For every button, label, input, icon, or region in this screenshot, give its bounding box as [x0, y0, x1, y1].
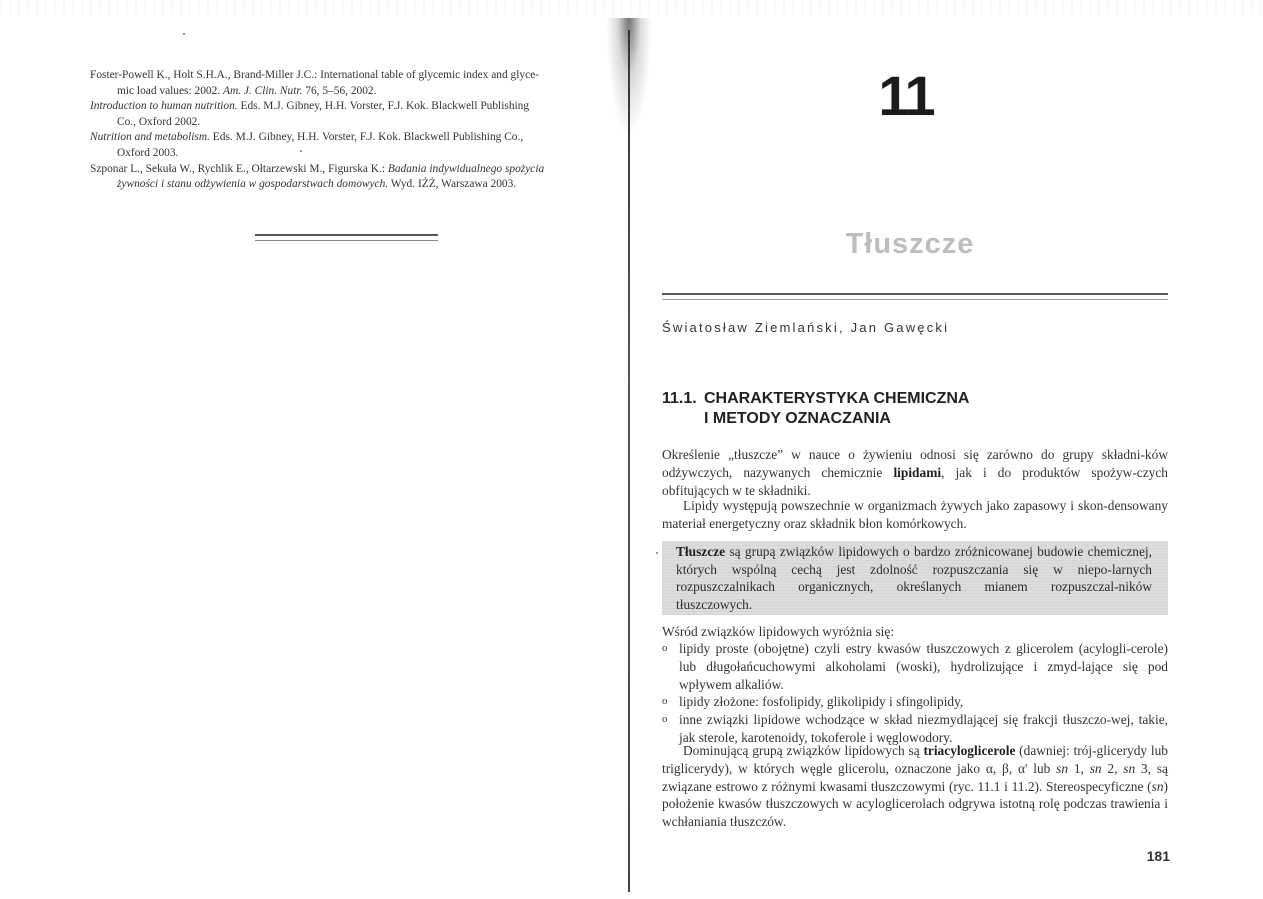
section-title-line1: CHARAKTERYSTYKA CHEMICZNA — [704, 390, 970, 407]
bullet-icon: o — [662, 695, 668, 708]
reference-item: Introduction to human nutrition. Eds. M.J. Gibney, H.H. Vorster, F.J. Kok. Blackwell Publishing Co., Oxford 2002. — [90, 100, 530, 128]
list-item: o lipidy złożone: fosfolipidy, glikolipidy i sfingolipidy, — [662, 694, 964, 710]
lipid-types-list — [662, 640, 1168, 747]
scan-speck — [183, 33, 185, 35]
list-item: o inne związki lipidowe wchodzące w skład niezmydlającej się frakcji tłuszczo-wej, takie, jak sterole, karotenoidy, tokoferole i węglowodory. — [662, 712, 1168, 745]
bullet-icon: o — [662, 642, 668, 654]
paragraph-1: Określenie „tłuszcze” w nauce o żywieniu odnosi się zarówno do grupy składni-ków odżywczych, nazywanych chemicznie lipidami, jak i do produktów spożyw-czych obfitujących w te składniki. — [662, 447, 1169, 498]
paragraph-4: Dominującą grupą związków lipidowych są triacyloglicerole (dawniej: trój-glicerydy lub triglicerydy), w których węgle glicerolu, oznaczone jako α, β, α' lub sn 1, sn 2, sn 3, są związane estrowo z różnymi kwasami tłuszczowymi (ryc. 11.1 i 11.2). Stereospecyficzne (sn) położenie kwasów tłuszczowych w acyloglicerolach odgrywa istotną rolę podczas trawienia i wchłaniania tłuszczów. — [662, 743, 1168, 830]
section-number: 11.1. — [662, 390, 697, 407]
chapter-number: 11 — [878, 64, 934, 127]
bullet-icon: o — [662, 713, 668, 726]
reference-list — [90, 68, 605, 193]
page-number: 181 — [1146, 848, 1170, 864]
reference-item: Szponar L., Sekuła W., Rychlik E., Ołtarzewski M., Figurska K.: Badania indywidualnego spożycia żywności i stanu odżywienia w gospodarstwach domowych. Wyd. IŻŻ, Warszawa 2003. — [90, 162, 545, 191]
paragraph-3: Wśród związków lipidowych wyróżnia się: — [662, 624, 895, 639]
chapter-authors: Światosław Ziemlański, Jan Gawęcki — [662, 320, 950, 335]
section-heading — [662, 389, 1102, 429]
definition-text: Tłuszcze są grupą związków lipidowych o bardzo zróżnicowanej budowie chemicznej, których wspólną cechą jest zdolność rozpuszczania się w niepo-larnych rozpuszczalnikach organicznych, określanych mianem rozpuszczal-ników tłuszczowych. — [676, 544, 1152, 612]
section-title-line2: I METODY OZNACZANIA — [704, 410, 891, 427]
section-divider — [255, 234, 438, 241]
chapter-title: Tłuszcze — [845, 228, 975, 260]
scan-speck — [656, 552, 658, 554]
reference-item: Nutrition and metabolism. Eds. M.J. Gibney, H.H. Vorster, F.J. Kok. Blackwell Publishing Co., Oxford 2003. — [90, 131, 524, 159]
paragraph-2: Lipidy występują powszechnie w organizmach żywych jako zapasowy i skon-densowany materiał energetyczny oraz składnik błon komórkowych. — [662, 498, 1168, 531]
chapter-divider — [662, 293, 1168, 300]
scan-noise — [0, 0, 1263, 14]
scan-speck — [300, 150, 302, 152]
reference-item: Foster-Powell K., Holt S.H.A., Brand-Miller J.C.: International table of glycemic index and glyce- mic load values: 2002. Am. J. Clin. Nutr. 76, 5–56, 2002. — [90, 69, 539, 97]
list-item: o lipidy proste (obojętne) czyli estry kwasów tłuszczowych z glicerolem (acylogli-cerole) lub długołańcuchowymi alkoholami (woski), hydrolizujące i zmyd-lające się pod wpływem alkaliów. — [662, 641, 1168, 692]
book-gutter — [628, 30, 630, 892]
